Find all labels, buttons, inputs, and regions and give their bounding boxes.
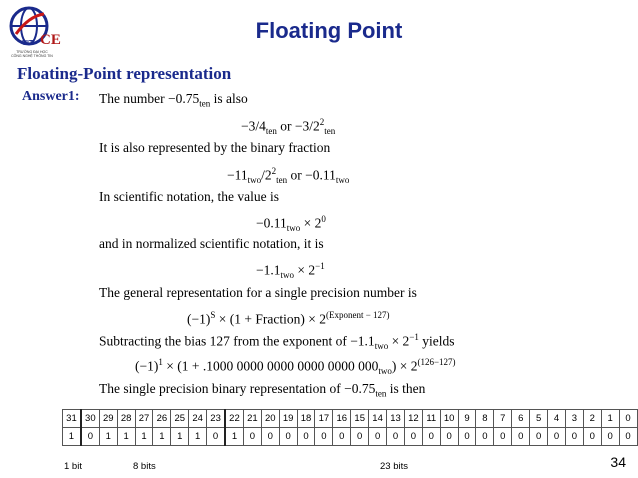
- text-frag: The single precision binary representation of −0.75: [99, 381, 376, 396]
- text-line-5: In scientific notation, the value is: [99, 189, 279, 204]
- text-frag: is also: [210, 91, 248, 106]
- text-line-13: [99, 381, 425, 399]
- subscript: two: [374, 341, 389, 352]
- logo-line-1: TRƯỜNG ĐẠI HỌC: [16, 50, 48, 54]
- bit-value-cell: 0: [422, 428, 440, 446]
- bit-layout-table: [62, 409, 638, 446]
- bit-value-cell: 0: [601, 428, 619, 446]
- bit-position-cell: 24: [189, 410, 207, 428]
- text-line-3: It is also represented by the binary fraction: [99, 140, 331, 155]
- math-line-6: [256, 214, 326, 233]
- math-line-4: [227, 166, 349, 185]
- bit-value-cell: 0: [369, 428, 387, 446]
- bit-value-cell: 0: [512, 428, 530, 446]
- text-frag: (−1): [135, 358, 159, 374]
- page-number: 34: [610, 454, 626, 470]
- superscript: (126−127): [417, 357, 456, 367]
- logo-uit-text: UIT: [22, 40, 34, 47]
- bit-value-cell: 1: [225, 428, 243, 446]
- bit-position-cell: 11: [422, 410, 440, 428]
- bit-position-cell: 12: [404, 410, 422, 428]
- text-frag: ) × 2: [391, 358, 418, 374]
- bit-value-cell: 0: [619, 428, 637, 446]
- bit-value-cell: 0: [351, 428, 369, 446]
- text-line-9: The general representation for a single precision number is: [99, 285, 417, 300]
- bit-value-cell: 0: [207, 428, 225, 446]
- subscript: two: [280, 270, 294, 281]
- text-frag: × 2: [294, 262, 316, 278]
- bit-value-cell: 0: [530, 428, 548, 446]
- bit-position-cell: 3: [565, 410, 583, 428]
- bit-value-cell: 0: [387, 428, 405, 446]
- bit-value-row: [63, 428, 638, 446]
- text-frag: × (1 + Fraction) × 2: [215, 311, 326, 327]
- bit-value-cell: 0: [279, 428, 297, 446]
- bit-position-cell: 18: [297, 410, 315, 428]
- text-frag: or −3/2: [276, 118, 320, 134]
- subscript: two: [378, 366, 392, 377]
- bit-position-cell: 2: [583, 410, 601, 428]
- superscript: 2: [319, 117, 325, 127]
- text-line-1: [99, 91, 248, 109]
- bit-value-cell: 0: [476, 428, 494, 446]
- text-frag: −11: [227, 167, 248, 183]
- bit-position-cell: 7: [494, 410, 512, 428]
- bit-value-cell: 1: [189, 428, 207, 446]
- bit-value-cell: 0: [315, 428, 333, 446]
- subscript: two: [335, 175, 350, 186]
- bit-value-cell: 0: [494, 428, 512, 446]
- logo-line-2: CÔNG NGHỆ THÔNG TIN: [11, 54, 53, 58]
- bit-position-cell: 20: [261, 410, 279, 428]
- bit-position-cell: 19: [279, 410, 297, 428]
- superscript: 1: [158, 357, 163, 367]
- math-line-12: [135, 357, 456, 376]
- logo-ce-text: CE: [40, 32, 61, 48]
- text-frag: × 2: [300, 215, 322, 231]
- sign-bits-caption: 1 bit: [64, 461, 82, 472]
- bit-value-cell: 0: [458, 428, 476, 446]
- bit-position-cell: 16: [333, 410, 351, 428]
- bit-position-cell: 25: [171, 410, 189, 428]
- fraction-bits-caption: 23 bits: [380, 461, 408, 472]
- bit-position-cell: 5: [530, 410, 548, 428]
- bit-value-cell: 0: [565, 428, 583, 446]
- subscript: ten: [324, 126, 336, 137]
- text-frag: Subtracting the bias 127 from the exponent of −1.1: [99, 333, 375, 349]
- math-line-10: [187, 310, 390, 328]
- text-frag: −0.11: [256, 215, 287, 231]
- answer-label: Answer1:: [22, 89, 80, 104]
- bit-position-cell: 1: [601, 410, 619, 428]
- text-frag: The number −0.75: [99, 91, 200, 106]
- subscript: ten: [199, 98, 211, 109]
- bit-value-cell: 0: [548, 428, 566, 446]
- bit-value-cell: 1: [135, 428, 153, 446]
- math-line-2: [241, 117, 335, 136]
- bit-value-cell: 0: [440, 428, 458, 446]
- bit-value-cell: 1: [117, 428, 135, 446]
- bit-position-cell: 22: [225, 410, 243, 428]
- subscript: ten: [265, 126, 277, 137]
- section-heading: Floating-Point representation: [17, 64, 232, 83]
- superscript: 2: [271, 166, 277, 176]
- text-line-11: [99, 332, 455, 351]
- subscript: two: [286, 223, 301, 234]
- bit-position-cell: 31: [63, 410, 81, 428]
- superscript: S: [210, 310, 216, 320]
- bit-value-cell: 0: [583, 428, 601, 446]
- superscript: −1: [409, 332, 419, 342]
- subscript: ten: [375, 388, 387, 399]
- bit-value-cell: 0: [243, 428, 261, 446]
- bit-position-cell: 13: [387, 410, 405, 428]
- bit-position-cell: 21: [243, 410, 261, 428]
- bit-value-cell: 0: [261, 428, 279, 446]
- bit-position-cell: 17: [315, 410, 333, 428]
- subscript: ten: [276, 175, 288, 186]
- text-frag: /2: [261, 167, 272, 183]
- bit-position-cell: 29: [99, 410, 117, 428]
- superscript: (Exponent − 127): [325, 310, 390, 320]
- bit-value-cell: 0: [333, 428, 351, 446]
- text-frag: × (1 + .1000 0000 0000 0000 0000 000: [162, 358, 379, 374]
- logo-school-name: [10, 50, 54, 58]
- text-frag: × 2: [388, 333, 410, 349]
- bit-position-cell: 8: [476, 410, 494, 428]
- text-frag: or −0.11: [287, 167, 336, 183]
- bit-position-cell: 26: [153, 410, 171, 428]
- text-frag: −3/4: [241, 118, 266, 134]
- bit-position-cell: 6: [512, 410, 530, 428]
- bit-position-cell: 27: [135, 410, 153, 428]
- bit-position-cell: 0: [619, 410, 637, 428]
- bit-value-cell: 0: [297, 428, 315, 446]
- bit-position-cell: 10: [440, 410, 458, 428]
- text-frag: is then: [386, 381, 426, 396]
- math-line-8: [256, 261, 325, 280]
- bit-position-cell: 28: [117, 410, 135, 428]
- bit-position-cell: 23: [207, 410, 225, 428]
- superscript: 0: [321, 214, 326, 224]
- bit-position-cell: 15: [351, 410, 369, 428]
- bit-position-cell: 14: [369, 410, 387, 428]
- subscript: two: [247, 175, 262, 186]
- slide-title-text: Floating Point: [255, 18, 403, 43]
- text-line-7: and in normalized scientific notation, it is: [99, 236, 324, 251]
- exponent-bits-caption: 8 bits: [133, 461, 156, 472]
- bit-position-cell: 9: [458, 410, 476, 428]
- bit-position-cell: 4: [548, 410, 566, 428]
- bit-value-cell: 1: [153, 428, 171, 446]
- text-frag: yields: [418, 333, 455, 349]
- bit-position-row: [63, 410, 638, 428]
- text-frag: −1.1: [256, 262, 281, 278]
- slide-title: [0, 18, 638, 44]
- text-frag: (−1): [187, 311, 211, 327]
- superscript: −1: [315, 261, 325, 271]
- bit-value-cell: 1: [63, 428, 81, 446]
- bit-position-cell: 30: [81, 410, 99, 428]
- bit-value-cell: 1: [171, 428, 189, 446]
- bit-value-cell: 0: [404, 428, 422, 446]
- bit-value-cell: 1: [99, 428, 117, 446]
- bit-value-cell: 0: [81, 428, 99, 446]
